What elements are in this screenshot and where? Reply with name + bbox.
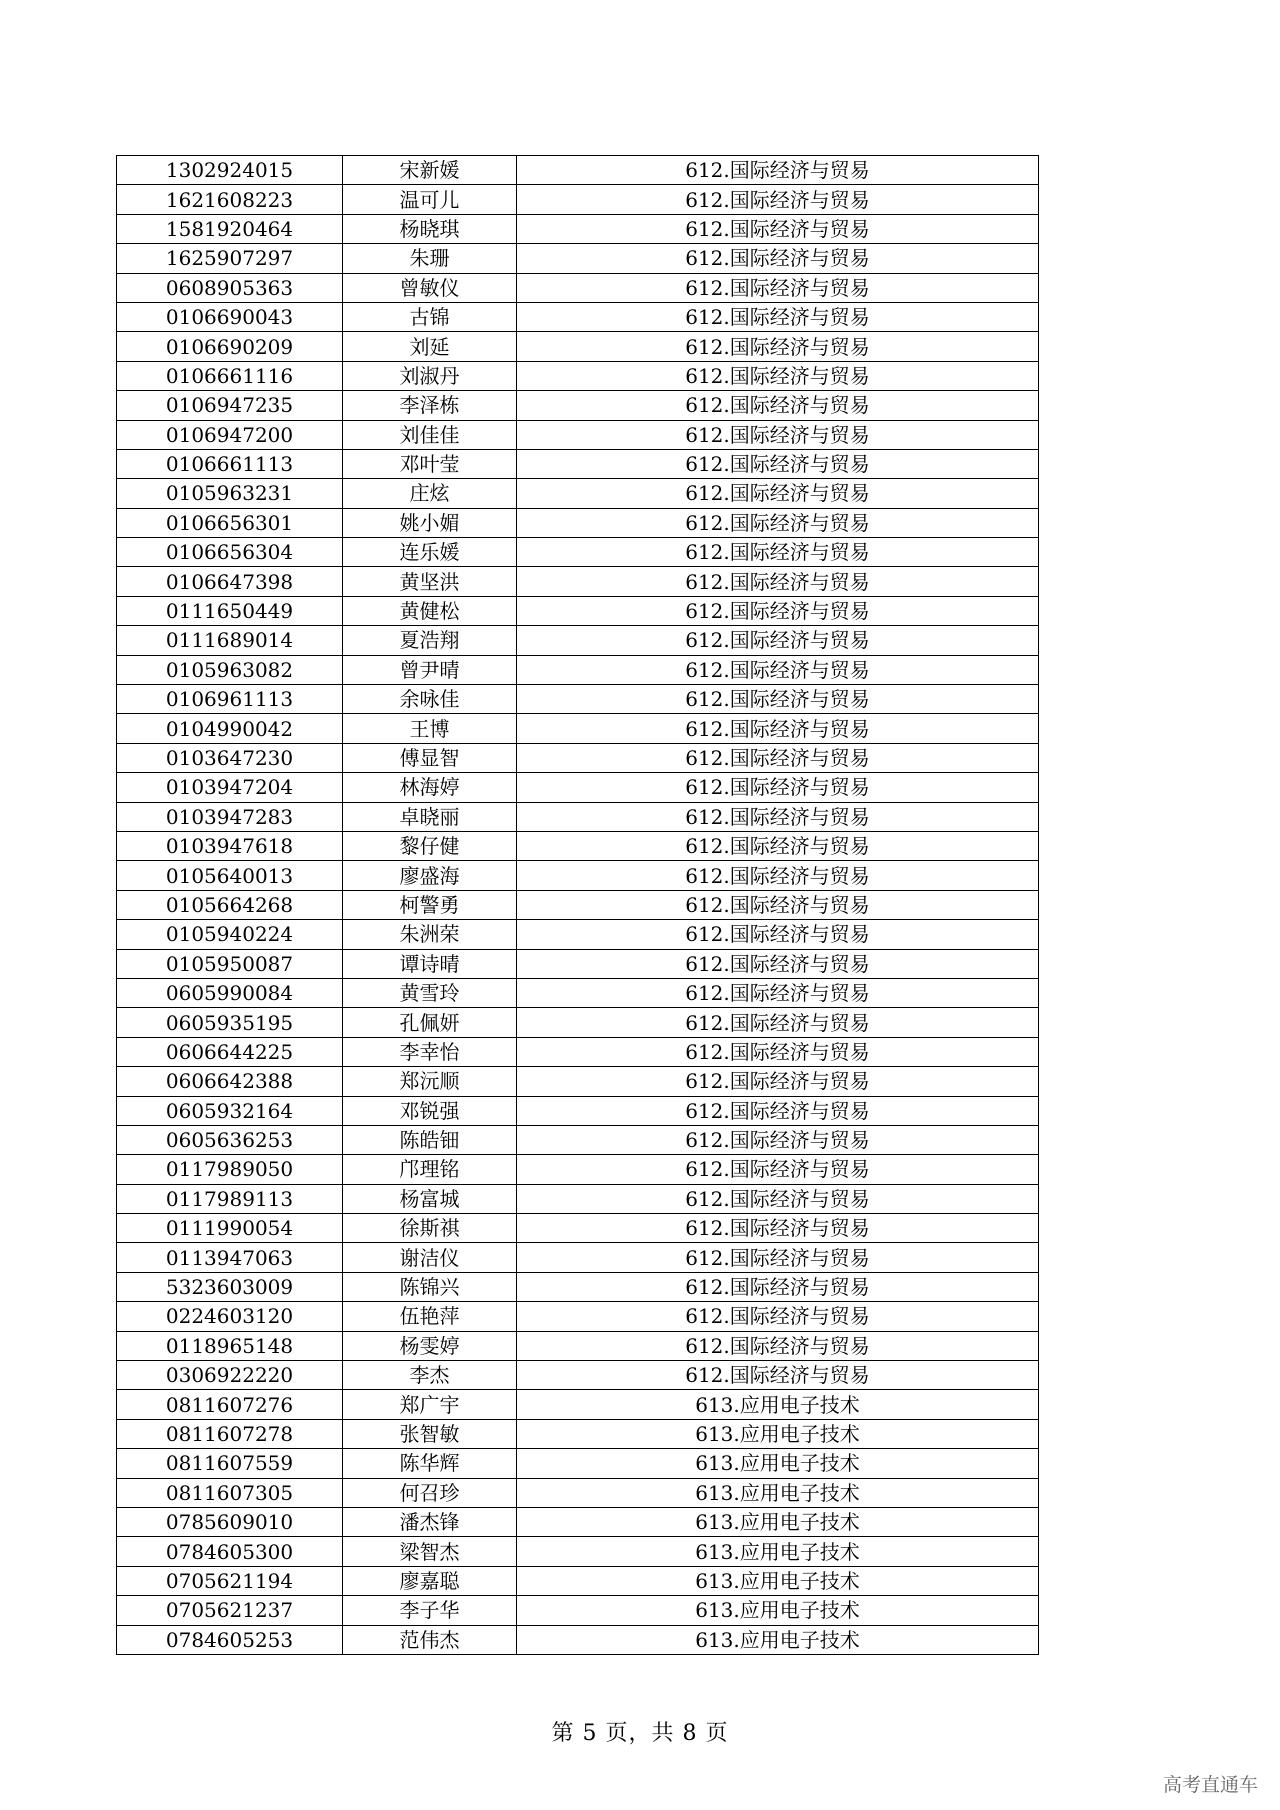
student-id-cell: 0106690043 xyxy=(117,302,343,331)
student-name-cell: 李泽栋 xyxy=(343,391,517,420)
student-name-cell: 余咏佳 xyxy=(343,685,517,714)
table-row xyxy=(117,949,1039,978)
student-id-cell: 0111990054 xyxy=(117,1214,343,1243)
site-watermark: 高考直通车 xyxy=(1162,1774,1258,1796)
student-id-cell: 0106947200 xyxy=(117,420,343,449)
student-name-cell: 黄雪玲 xyxy=(343,978,517,1007)
student-id-cell: 0606642388 xyxy=(117,1067,343,1096)
major-cell: 612.国际经济与贸易 xyxy=(517,743,1039,772)
student-id-cell: 0105963231 xyxy=(117,479,343,508)
table-row xyxy=(117,596,1039,625)
major-cell: 612.国际经济与贸易 xyxy=(517,890,1039,919)
student-id-cell: 1625907297 xyxy=(117,244,343,273)
table-row xyxy=(117,978,1039,1007)
major-cell: 612.国际经济与贸易 xyxy=(517,802,1039,831)
major-cell: 612.国际经济与贸易 xyxy=(517,1155,1039,1184)
student-name-cell: 陈华辉 xyxy=(343,1449,517,1478)
student-id-cell: 0605990084 xyxy=(117,978,343,1007)
student-name-cell: 朱珊 xyxy=(343,244,517,273)
student-name-cell: 黄坚洪 xyxy=(343,567,517,596)
student-name-cell: 温可儿 xyxy=(343,185,517,214)
student-name-cell: 郑沅顺 xyxy=(343,1067,517,1096)
major-cell: 612.国际经济与贸易 xyxy=(517,1361,1039,1390)
student-id-cell: 0705621194 xyxy=(117,1566,343,1595)
table-row xyxy=(117,1331,1039,1360)
student-id-cell: 0605636253 xyxy=(117,1125,343,1154)
student-id-cell: 0811607559 xyxy=(117,1449,343,1478)
student-id-cell: 0117989113 xyxy=(117,1184,343,1213)
major-cell: 612.国际经济与贸易 xyxy=(517,508,1039,537)
student-name-cell: 林海婷 xyxy=(343,773,517,802)
student-id-cell: 0105664268 xyxy=(117,890,343,919)
student-name-cell: 古锦 xyxy=(343,302,517,331)
student-id-cell: 0105963082 xyxy=(117,655,343,684)
major-cell: 612.国际经济与贸易 xyxy=(517,361,1039,390)
table-row xyxy=(117,831,1039,860)
table-row xyxy=(117,479,1039,508)
student-name-cell: 柯警勇 xyxy=(343,890,517,919)
student-name-cell: 刘淑丹 xyxy=(343,361,517,390)
student-id-cell: 1302924015 xyxy=(117,156,343,185)
student-name-cell: 李杰 xyxy=(343,1361,517,1390)
student-id-cell: 0606644225 xyxy=(117,1037,343,1066)
student-id-cell: 0224603120 xyxy=(117,1302,343,1331)
student-name-cell: 伍艳萍 xyxy=(343,1302,517,1331)
student-id-cell: 0811607278 xyxy=(117,1419,343,1448)
student-id-cell: 0608905363 xyxy=(117,273,343,302)
major-cell: 612.国际经济与贸易 xyxy=(517,1037,1039,1066)
major-cell: 612.国际经济与贸易 xyxy=(517,244,1039,273)
table-row xyxy=(117,1390,1039,1419)
table-row xyxy=(117,1537,1039,1566)
student-name-cell: 庄炫 xyxy=(343,479,517,508)
student-id-cell: 1621608223 xyxy=(117,185,343,214)
major-cell: 612.国际经济与贸易 xyxy=(517,1184,1039,1213)
student-id-cell: 0811607305 xyxy=(117,1478,343,1507)
table-row xyxy=(117,185,1039,214)
table-row xyxy=(117,1272,1039,1301)
student-id-cell: 0784605253 xyxy=(117,1625,343,1654)
student-id-cell: 0705621237 xyxy=(117,1596,343,1625)
table-row xyxy=(117,361,1039,390)
student-id-cell: 0118965148 xyxy=(117,1331,343,1360)
student-name-cell: 宋新媛 xyxy=(343,156,517,185)
table-row xyxy=(117,1566,1039,1595)
student-id-cell: 0811607276 xyxy=(117,1390,343,1419)
table-row xyxy=(117,302,1039,331)
table-row xyxy=(117,332,1039,361)
major-cell: 612.国际经济与贸易 xyxy=(517,185,1039,214)
student-name-cell: 廖嘉聪 xyxy=(343,1566,517,1595)
student-id-cell: 0103947618 xyxy=(117,831,343,860)
student-name-cell: 张智敏 xyxy=(343,1419,517,1448)
student-name-cell: 何召珍 xyxy=(343,1478,517,1507)
table-row xyxy=(117,1008,1039,1037)
table-row xyxy=(117,685,1039,714)
student-name-cell: 李幸怡 xyxy=(343,1037,517,1066)
major-cell: 612.国际经济与贸易 xyxy=(517,861,1039,890)
student-id-cell: 0117989050 xyxy=(117,1155,343,1184)
student-name-cell: 黎仔健 xyxy=(343,831,517,860)
major-cell: 613.应用电子技术 xyxy=(517,1537,1039,1566)
student-id-cell: 0106647398 xyxy=(117,567,343,596)
student-id-cell: 0103947283 xyxy=(117,802,343,831)
student-name-cell: 曾敏仪 xyxy=(343,273,517,302)
table-row xyxy=(117,508,1039,537)
student-id-cell: 0111650449 xyxy=(117,596,343,625)
major-cell: 612.国际经济与贸易 xyxy=(517,920,1039,949)
major-cell: 612.国际经济与贸易 xyxy=(517,831,1039,860)
major-cell: 612.国际经济与贸易 xyxy=(517,1125,1039,1154)
student-name-cell: 刘延 xyxy=(343,332,517,361)
roster-table-body xyxy=(117,156,1039,1655)
major-cell: 612.国际经济与贸易 xyxy=(517,479,1039,508)
student-name-cell: 梁智杰 xyxy=(343,1537,517,1566)
table-row xyxy=(117,567,1039,596)
table-row xyxy=(117,861,1039,890)
student-id-cell: 0106961113 xyxy=(117,685,343,714)
table-row xyxy=(117,920,1039,949)
student-name-cell: 陈皓钿 xyxy=(343,1125,517,1154)
student-id-cell: 0105640013 xyxy=(117,861,343,890)
major-cell: 612.国际经济与贸易 xyxy=(517,626,1039,655)
major-cell: 613.应用电子技术 xyxy=(517,1419,1039,1448)
student-id-cell: 0605935195 xyxy=(117,1008,343,1037)
student-name-cell: 邓叶莹 xyxy=(343,449,517,478)
major-cell: 612.国际经济与贸易 xyxy=(517,685,1039,714)
table-row xyxy=(117,538,1039,567)
major-cell: 612.国际经济与贸易 xyxy=(517,655,1039,684)
major-cell: 612.国际经济与贸易 xyxy=(517,214,1039,243)
student-id-cell: 5323603009 xyxy=(117,1272,343,1301)
student-name-cell: 李子华 xyxy=(343,1596,517,1625)
major-cell: 612.国际经济与贸易 xyxy=(517,156,1039,185)
student-id-cell: 0103947204 xyxy=(117,773,343,802)
major-cell: 613.应用电子技术 xyxy=(517,1390,1039,1419)
table-row xyxy=(117,1214,1039,1243)
student-id-cell: 0106656301 xyxy=(117,508,343,537)
page-number-footer: 第 5 页，共 8 页 xyxy=(551,1721,729,1746)
student-id-cell: 0111689014 xyxy=(117,626,343,655)
student-id-cell: 0106661113 xyxy=(117,449,343,478)
student-name-cell: 傅显智 xyxy=(343,743,517,772)
student-name-cell: 曾尹晴 xyxy=(343,655,517,684)
table-row xyxy=(117,743,1039,772)
major-cell: 612.国际经济与贸易 xyxy=(517,391,1039,420)
student-name-cell: 连乐媛 xyxy=(343,538,517,567)
student-id-cell: 0106656304 xyxy=(117,538,343,567)
table-row xyxy=(117,802,1039,831)
table-row xyxy=(117,420,1039,449)
table-row xyxy=(117,1243,1039,1272)
student-id-cell: 0106947235 xyxy=(117,391,343,420)
table-row xyxy=(117,1361,1039,1390)
table-row xyxy=(117,391,1039,420)
major-cell: 612.国际经济与贸易 xyxy=(517,302,1039,331)
student-name-cell: 邝理铭 xyxy=(343,1155,517,1184)
major-cell: 612.国际经济与贸易 xyxy=(517,714,1039,743)
major-cell: 612.国际经济与贸易 xyxy=(517,1214,1039,1243)
major-cell: 612.国际经济与贸易 xyxy=(517,538,1039,567)
student-id-cell: 0306922220 xyxy=(117,1361,343,1390)
student-name-cell: 潘杰锋 xyxy=(343,1507,517,1536)
table-row xyxy=(117,1449,1039,1478)
table-row xyxy=(117,273,1039,302)
major-cell: 612.国际经济与贸易 xyxy=(517,449,1039,478)
major-cell: 613.应用电子技术 xyxy=(517,1566,1039,1595)
major-cell: 612.国际经济与贸易 xyxy=(517,1331,1039,1360)
student-name-cell: 卓晓丽 xyxy=(343,802,517,831)
student-name-cell: 黄健松 xyxy=(343,596,517,625)
table-row xyxy=(117,244,1039,273)
student-name-cell: 杨雯婷 xyxy=(343,1331,517,1360)
major-cell: 613.应用电子技术 xyxy=(517,1596,1039,1625)
student-id-cell: 0106661116 xyxy=(117,361,343,390)
student-id-cell: 0605932164 xyxy=(117,1096,343,1125)
student-name-cell: 徐斯祺 xyxy=(343,1214,517,1243)
student-name-cell: 范伟杰 xyxy=(343,1625,517,1654)
student-name-cell: 杨晓琪 xyxy=(343,214,517,243)
major-cell: 612.国际经济与贸易 xyxy=(517,1272,1039,1301)
table-row xyxy=(117,156,1039,185)
student-name-cell: 王博 xyxy=(343,714,517,743)
table-row xyxy=(117,714,1039,743)
table-row xyxy=(117,655,1039,684)
student-id-cell: 0785609010 xyxy=(117,1507,343,1536)
student-id-cell: 1581920464 xyxy=(117,214,343,243)
table-row xyxy=(117,1419,1039,1448)
student-name-cell: 朱洲荣 xyxy=(343,920,517,949)
major-cell: 612.国际经济与贸易 xyxy=(517,978,1039,1007)
student-name-cell: 夏浩翔 xyxy=(343,626,517,655)
major-cell: 613.应用电子技术 xyxy=(517,1449,1039,1478)
major-cell: 613.应用电子技术 xyxy=(517,1507,1039,1536)
student-name-cell: 陈锦兴 xyxy=(343,1272,517,1301)
admission-roster-table xyxy=(116,155,1039,1655)
major-cell: 612.国际经济与贸易 xyxy=(517,420,1039,449)
student-name-cell: 孔佩妍 xyxy=(343,1008,517,1037)
table-row xyxy=(117,1096,1039,1125)
table-row xyxy=(117,1507,1039,1536)
student-id-cell: 0103647230 xyxy=(117,743,343,772)
table-row xyxy=(117,1478,1039,1507)
table-row xyxy=(117,1596,1039,1625)
major-cell: 612.国际经济与贸易 xyxy=(517,773,1039,802)
student-name-cell: 姚小媚 xyxy=(343,508,517,537)
table-row xyxy=(117,890,1039,919)
student-id-cell: 0105950087 xyxy=(117,949,343,978)
major-cell: 612.国际经济与贸易 xyxy=(517,567,1039,596)
table-row xyxy=(117,1155,1039,1184)
major-cell: 613.应用电子技术 xyxy=(695,1627,860,1652)
student-id-cell: 0106690209 xyxy=(117,332,343,361)
student-id-cell: 0105940224 xyxy=(117,920,343,949)
major-cell: 612.国际经济与贸易 xyxy=(517,1302,1039,1331)
student-name-cell: 谢洁仪 xyxy=(343,1243,517,1272)
student-name-cell: 郑广宇 xyxy=(343,1390,517,1419)
major-cell: 612.国际经济与贸易 xyxy=(517,1067,1039,1096)
student-name-cell: 刘佳佳 xyxy=(343,420,517,449)
student-name-cell: 杨富城 xyxy=(343,1184,517,1213)
major-cell: 613.应用电子技术 xyxy=(517,1478,1039,1507)
major-cell: 612.国际经济与贸易 xyxy=(517,596,1039,625)
student-name-cell: 廖盛海 xyxy=(343,861,517,890)
table-row xyxy=(117,1125,1039,1154)
table-row xyxy=(117,773,1039,802)
student-id-cell: 0113947063 xyxy=(117,1243,343,1272)
table-row xyxy=(117,1302,1039,1331)
major-cell: 612.国际经济与贸易 xyxy=(517,949,1039,978)
table-row xyxy=(117,1037,1039,1066)
major-cell: 612.国际经济与贸易 xyxy=(517,332,1039,361)
table-row xyxy=(117,1067,1039,1096)
major-cell: 612.国际经济与贸易 xyxy=(517,273,1039,302)
student-name-cell: 谭诗晴 xyxy=(343,949,517,978)
student-id-cell: 0784605300 xyxy=(117,1537,343,1566)
major-cell: 612.国际经济与贸易 xyxy=(517,1243,1039,1272)
major-cell: 612.国际经济与贸易 xyxy=(517,1008,1039,1037)
table-row xyxy=(117,449,1039,478)
table-row xyxy=(117,1625,1039,1654)
table-row xyxy=(117,214,1039,243)
table-row xyxy=(117,1184,1039,1213)
table-row xyxy=(117,626,1039,655)
student-name-cell: 邓锐强 xyxy=(343,1096,517,1125)
major-cell: 612.国际经济与贸易 xyxy=(517,1096,1039,1125)
student-id-cell: 0104990042 xyxy=(117,714,343,743)
